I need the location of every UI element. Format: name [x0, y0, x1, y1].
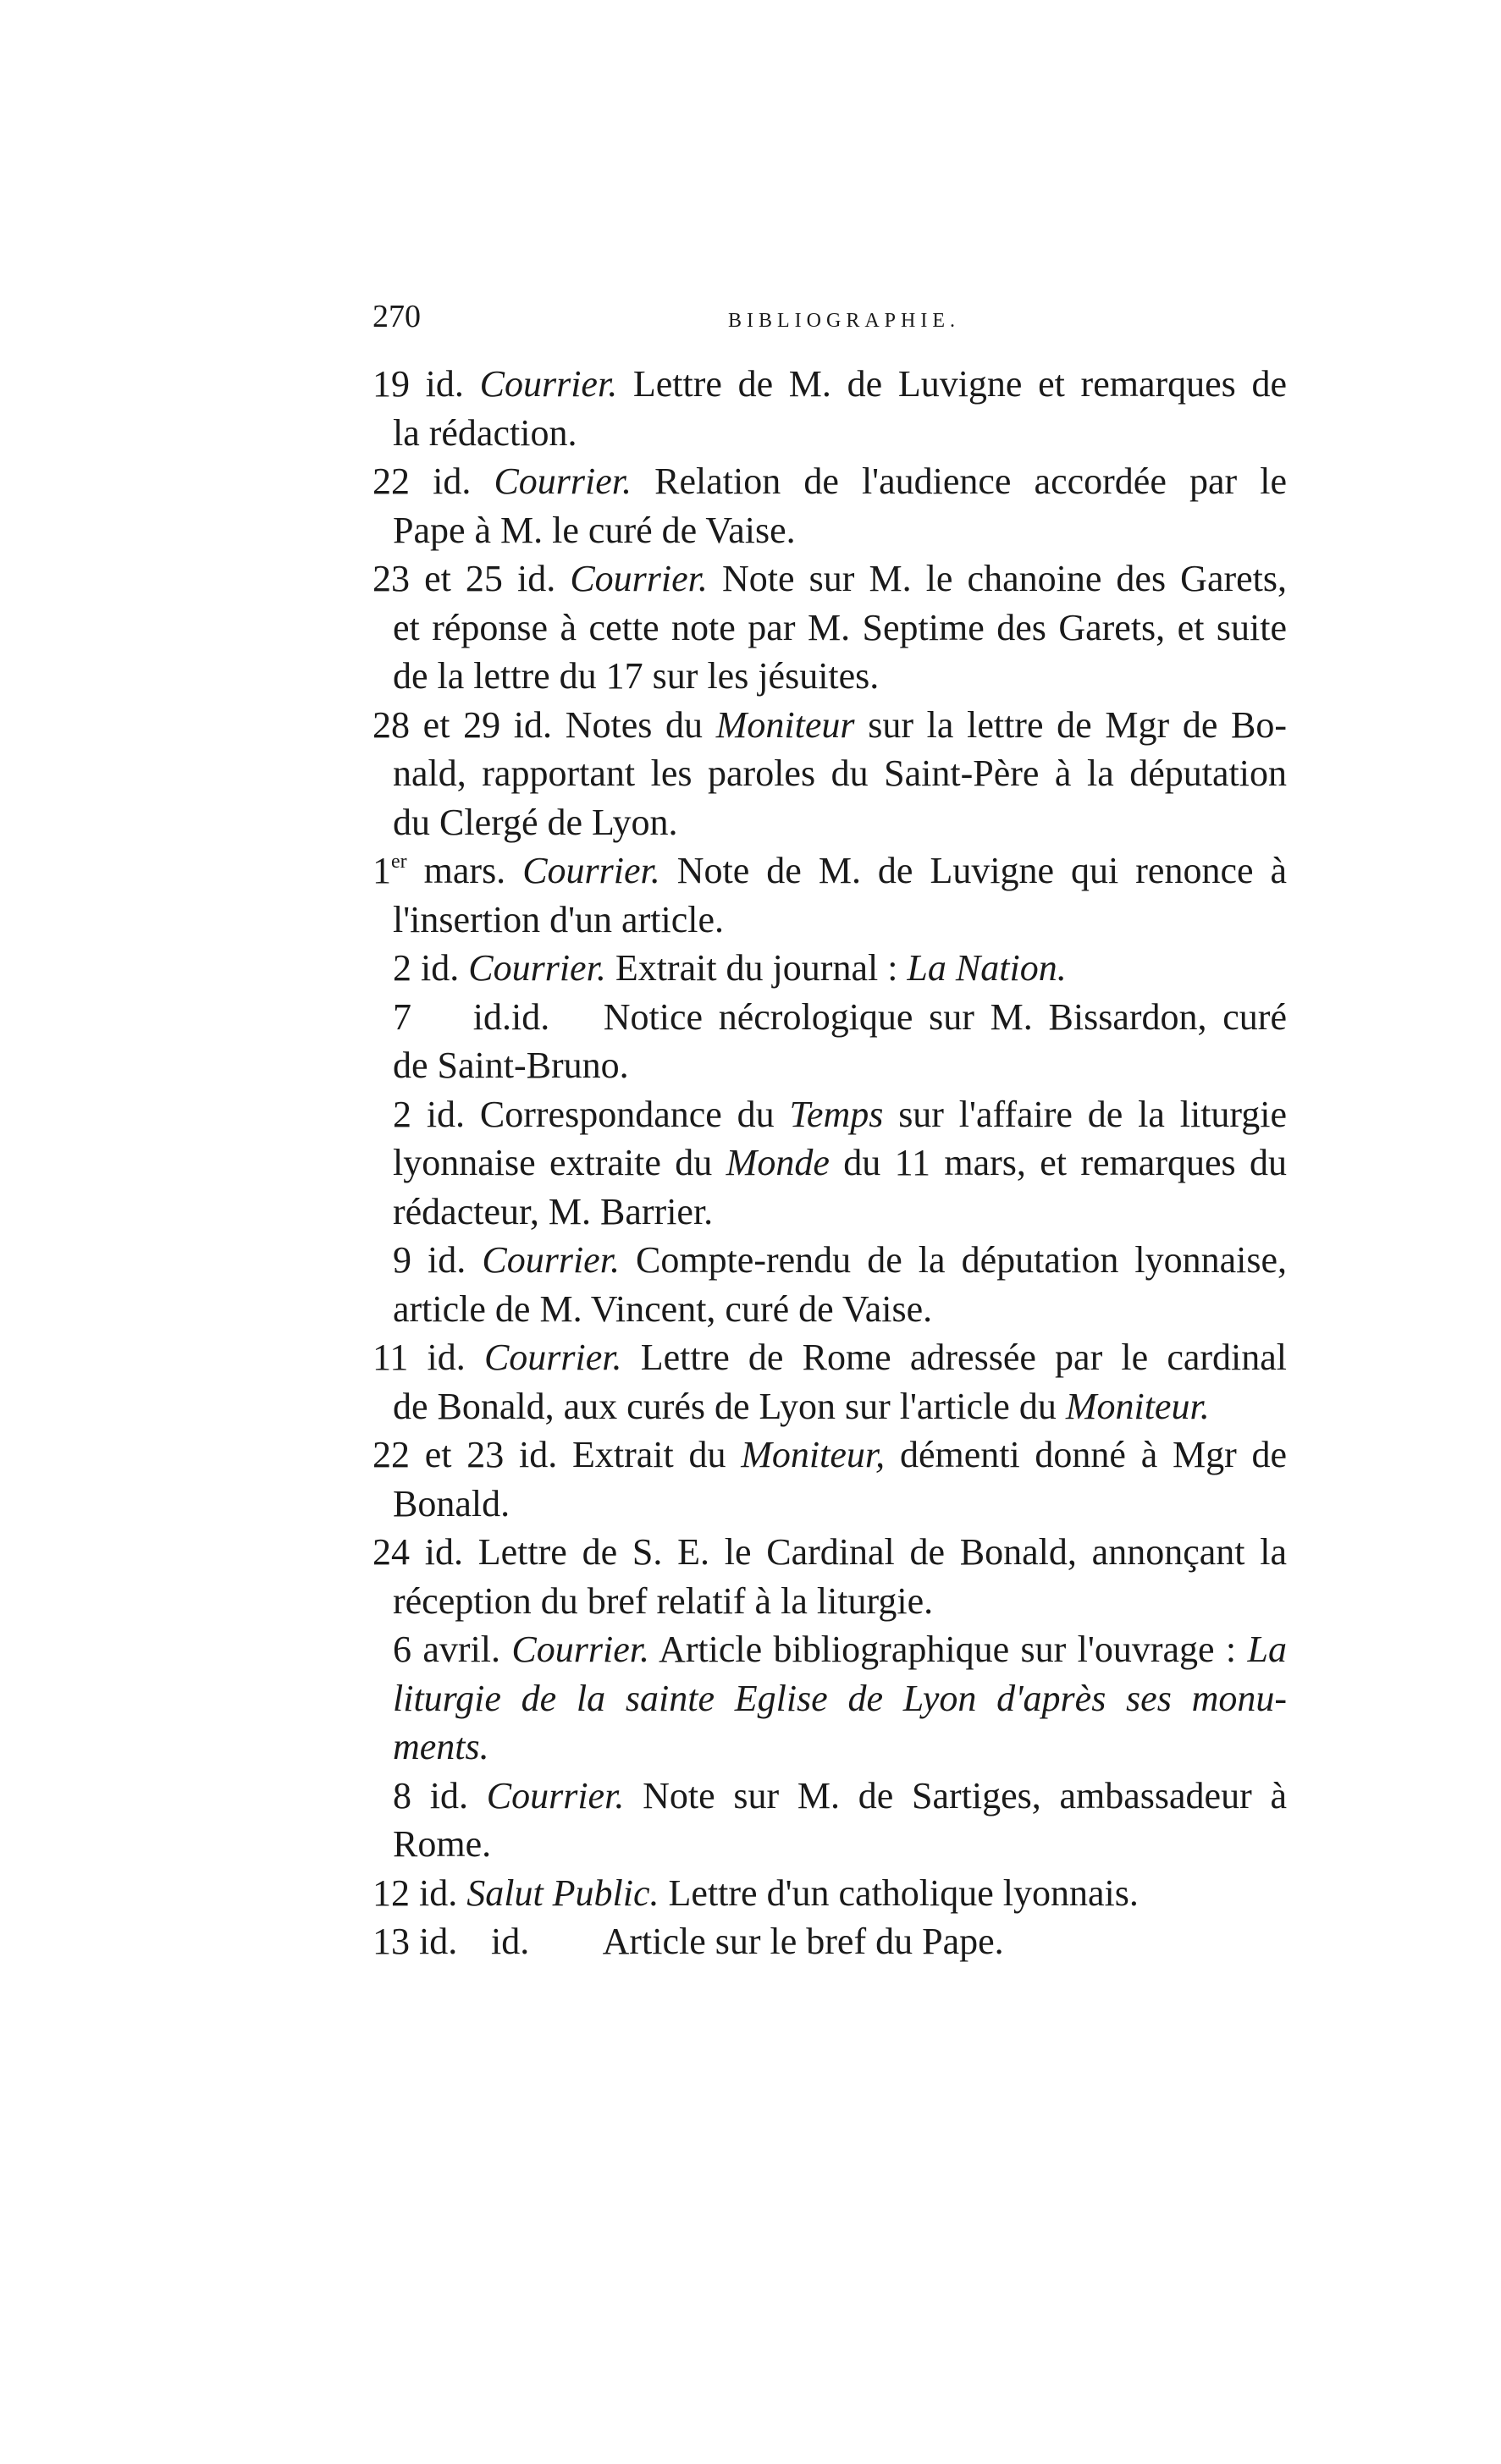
entry-title: ments. [393, 1726, 489, 1767]
entry-date: 6 avril. [393, 1629, 501, 1670]
entry-text: Note sur M. le chanoine des Garets, [722, 558, 1288, 599]
entry-title: liturgie de la sainte Eglise de Lyon d'après ses monu- [393, 1677, 1287, 1719]
entry-journal: Temps [789, 1093, 884, 1135]
entry-date: 8 id. [393, 1774, 468, 1816]
entry-source: Moniteur [715, 703, 855, 746]
entry-22 [372, 457, 1287, 554]
entry-text: Article bibliographique sur l'ouvrage : [658, 1629, 1237, 1670]
entry-source: Courrier. [468, 947, 606, 989]
entry-text: et réponse à cette note par M. Septime des Garets, et suite [393, 606, 1287, 648]
entry-journal: Moniteur. [1065, 1385, 1210, 1427]
entry-date: 2 id. [393, 1093, 466, 1135]
entry-text: Note sur M. de Sartiges, ambassadeur à [643, 1774, 1288, 1816]
entry-text: sur l'affaire de la liturgie [898, 1093, 1287, 1135]
entry-19 [372, 360, 1287, 457]
entry-source: Courrier. [483, 1337, 622, 1378]
entry-text: Extrait du [572, 1434, 726, 1475]
entry-source: Courrier. [522, 850, 660, 891]
entry-text: Notes du [565, 703, 704, 746]
entry-source: Courrier. [486, 1774, 625, 1816]
entry-1-mars [372, 846, 1287, 944]
entry-text: démenti donné à Mgr de [899, 1434, 1288, 1475]
entry-6-avril [372, 1625, 1287, 1772]
entry-text: Bonald. [393, 1482, 510, 1524]
entry-text: nald, rapportant les paroles du Saint-Père à la députation [393, 752, 1287, 794]
entry-text: Extrait du journal : [615, 947, 898, 989]
entry-date-number: 1 [372, 850, 391, 891]
page-number: 270 [372, 299, 421, 334]
entry-text: Correspondance du [479, 1093, 775, 1135]
entry-text: de Bonald, aux curés de Lyon sur l'article du [393, 1385, 1057, 1427]
entry-date: 13 id. [372, 1921, 458, 1962]
entry-text: réception du bref relatif à la liturgie. [393, 1579, 934, 1622]
entry-date: 9 id. [393, 1239, 466, 1281]
entry-8 [372, 1772, 1287, 1869]
entry-source: Courrier. [511, 1629, 649, 1670]
entry-text: de la lettre du 17 sur les jésuites. [393, 655, 880, 697]
entry-source: Courrier. [482, 1239, 620, 1281]
entry-source: id. [491, 1921, 530, 1962]
entry-date: 23 et 25 id. [372, 558, 556, 599]
entry-text: de Saint-Bruno. [393, 1045, 629, 1086]
running-title: BIBLIOGRAPHIE. [728, 310, 960, 332]
entry-date: 7 id. [393, 995, 511, 1038]
entry-text: Notice nécrologique sur M. Bissardon, curé [603, 995, 1287, 1038]
entry-journal: Moniteur, [741, 1434, 886, 1475]
entry-date: 22 id. [372, 460, 472, 502]
entry-text: Relation de l'audience accordée par le [654, 460, 1287, 502]
entry-9 [372, 1236, 1287, 1333]
entry-text: Rome. [393, 1823, 492, 1865]
entry-source: Salut Public. [466, 1871, 659, 1914]
bibliography-entries [372, 360, 1287, 1966]
entry-date: 2 id. [393, 947, 460, 989]
entry-text: article de M. Vincent, curé de Vaise. [393, 1287, 933, 1330]
entry-title: La [1247, 1629, 1288, 1670]
entry-text: du 11 mars, et remarques du [843, 1142, 1287, 1183]
entry-date: 22 et 23 id. [372, 1434, 558, 1475]
entry-text: la rédaction. [393, 411, 577, 454]
entry-24 [372, 1528, 1287, 1625]
entry-date: 24 id. [372, 1531, 463, 1573]
entry-text: Compte-rendu de la députation lyonnaise, [636, 1239, 1288, 1281]
entry-text: du Clergé de Lyon. [393, 801, 678, 843]
entry-11 [372, 1333, 1287, 1430]
entry-text: Lettre de S. E. le Cardinal de Bonald, annonçant la [477, 1531, 1288, 1573]
entry-text: sur la lettre de Mgr de Bo- [868, 703, 1288, 746]
entry-12 [372, 1869, 1287, 1918]
entry-text: Note de M. de Luvigne qui renonce à [676, 850, 1288, 891]
entry-23-25 [372, 554, 1287, 701]
entry-journal: La Nation. [907, 947, 1067, 989]
entry-source: Courrier. [570, 558, 708, 599]
entry-2-nation [372, 944, 1287, 993]
entry-text: Lettre d'un catholique lyonnais. [668, 1871, 1139, 1914]
entry-source: Courrier. [494, 460, 632, 502]
entry-text: lyonnaise extraite du [393, 1142, 713, 1183]
entry-date: 28 et 29 id. [372, 703, 553, 746]
page-header [372, 298, 1287, 349]
entry-text: Lettre de M. de Luvigne et remarques de [632, 363, 1288, 405]
entry-text: Lettre de Rome adressée par le cardinal [640, 1337, 1288, 1378]
entry-text: l'insertion d'un article. [393, 898, 724, 940]
entry-text: Pape à M. le curé de Vaise. [393, 509, 796, 551]
entry-date: 11 id. [372, 1337, 466, 1378]
entry-journal: Monde [726, 1142, 830, 1183]
entry-text: rédacteur, M. Barrier. [393, 1190, 714, 1232]
entry-date [372, 850, 505, 891]
entry-date: 19 id. [372, 363, 464, 405]
entry-date-superscript: er [391, 851, 407, 873]
entry-22-23 [372, 1430, 1287, 1528]
entry-13 [372, 1917, 1287, 1966]
entry-source: id. [511, 995, 550, 1038]
entry-2-temps [372, 1090, 1287, 1237]
entry-28-29 [372, 701, 1287, 847]
entry-date: 12 id. [372, 1871, 458, 1914]
entry-date-month: mars. [423, 850, 506, 891]
entry-7 [372, 993, 1287, 1090]
entry-text: Article sur le bref du Pape. [602, 1921, 1004, 1962]
entry-source: Courrier. [479, 363, 618, 405]
